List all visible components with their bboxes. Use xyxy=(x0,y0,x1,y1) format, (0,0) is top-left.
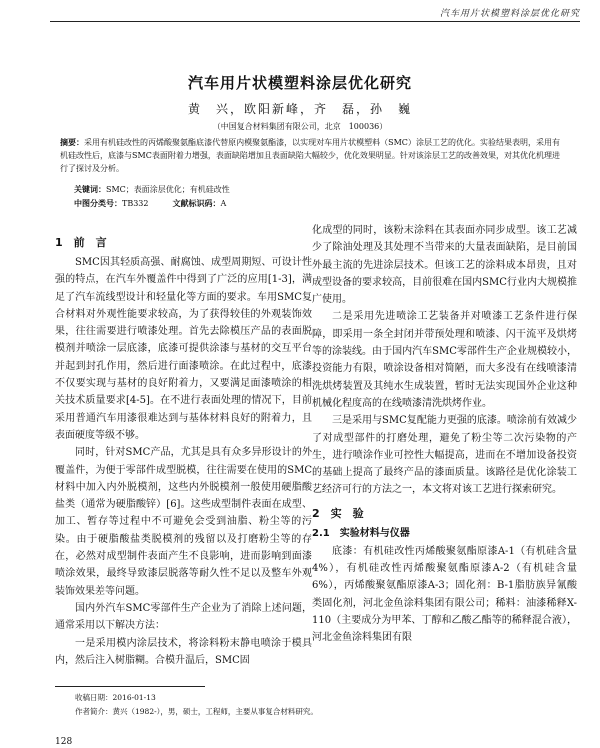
paragraph: 一是采用模内涂层技术，将涂料粉末静电喷涂于模具内，然后注入树脂糊。合模升温后，SMC固 xyxy=(55,637,312,666)
section-heading-intro: 1 前 言 xyxy=(55,236,107,249)
section-heading-experiment: 2 实 验 xyxy=(312,506,364,520)
abstract-label: 摘要： xyxy=(60,137,85,147)
right-column xyxy=(312,222,577,647)
footnote-rule xyxy=(55,686,205,687)
doc-code-label: 文献标识码： xyxy=(172,198,221,208)
header-rule xyxy=(50,21,580,22)
paragraph: 国内外汽车SMC零部件生产企业为了消除上述问题，通常采用以下解决方法： xyxy=(55,602,312,632)
paper-title: 汽车用片状模塑料涂层优化研究 xyxy=(187,74,412,92)
paragraph-materials: 底漆：有机硅改性丙烯酸聚氨酯原漆A-1（有机硅含量4%），有机硅改性丙烯酸聚氨酯原漆A-2（有机硅含量6%），丙烯酸聚氨酯原漆A-3；固化剂：B-1脂肪族异氰酸类固化剂，河北金鱼涂料集团有限公司；稀料：油漆稀释X-110（主要成分为甲苯、丁醇和乙酸乙酯等的稀释混合液），河北金鱼涂料集团有限 xyxy=(312,545,577,644)
abstract-text: 采用有机硅改性的丙烯酸聚氨酯底漆代替原内模聚氨酯漆，以实现对车用片状模塑料（SMC）涂层工艺的优化。实验结果表明，采用有机硅改性后，底漆与SMC表面附着力增强，表面缺陷增加且表面缺陷大幅较少，优化效果明显。针对该涂层工艺的改善效果，对其优化机理进行了探讨及分析。 xyxy=(60,138,560,173)
paragraph: SMC因其轻质高强、耐腐蚀、成型周期短、可设计性强的特点，在汽车外覆盖件中得到了广泛的应用[1-3]，满足了汽车流线型设计和轻量化等方面的要求。车用SMC复合材料对外观性能要求较高，为了获得较佳的外观装饰效果，往往需要进行喷漆处理。首先去除模压产品的表面脱模剂并喷涂一层底漆，底漆可提供涂漆与基材的交互平台并起到封孔作用，然后进行面漆喷涂。在此过程中，底漆不仅要实现与基材的良好附着力，又要满足面漆喷涂的相关技术质量要求[4-5]。在不进行表面处理的情况下，目前采用普通汽车用漆很难达到与基体材料良好的附着力，且表面硬度等级不够。 xyxy=(55,257,312,441)
paragraph: 二是采用先进喷涂工艺装备并对喷漆工艺条件进行保障，即采用一条全封闭并带预处理和喷漆、闪干流平及烘烤等的涂装线。由于国内汽车SMC零部件生产企业规模较小，投资能力有限，喷涂设备相对简陋，而大多没有在线喷漆清洗烘烤装置及其纯水生成装置，暂时无法实现国外企业这种机械化程度高的在线喷漆清洗烘烤作业。 xyxy=(312,311,577,409)
doc-code: A xyxy=(220,199,227,208)
left-column xyxy=(55,232,312,669)
abstract xyxy=(60,136,560,175)
classification xyxy=(74,198,226,209)
paragraph: 同时，针对SMC产品，尤其是具有众多异形设计的外覆盖件，为便于零部件成型脱模，往往需要在使用的SMC材料中加入内外脱模剂，这些内外脱模剂一般使用硬脂酸盐类（通常为硬脂酸锌）[6]。这些成型制件表面在成型、加工、暂存等过程中不可避免会受到油脂、粉尘等的污染。由于硬脂酸盐类脱模剂的残留以及打磨粉尘等的存在，必然对成型制件表面产生不良影响，进而影响到面漆喷涂效果，最终导致漆层脱落等耐久性不足以及整车外观装饰效果差等问题。 xyxy=(55,447,312,597)
subsection-heading-materials: 2.1 实验材料与仪器 xyxy=(312,527,410,539)
clc-code: TB332 xyxy=(122,199,149,208)
author-list: 黄 兴，欧阳新峰，齐 磊，孙 巍 xyxy=(187,102,412,116)
paragraph-continued: 化成型的同时，该粉末涂料在其表面亦同步成型。该工艺减少了除油处理及其处理不当带来的大量表面缺陷，是目前国外最主流的先进涂层技术。但该工艺的涂料成本昂贵，且对成型设备的要求较高，目前很难在国内SMC行业内大规模推广使用。 xyxy=(312,225,577,306)
clc-label: 中图分类号： xyxy=(74,198,122,208)
keywords xyxy=(74,184,230,195)
affiliation: （中国复合材料集团有限公司，北京 100036） xyxy=(212,122,388,131)
paragraph: 三是采用与SMC复配能力更强的底漆。喷涂前有效减少了对成型部件的打磨处理，避免了粉尘等二次污染物的产生，进行喷涂作业可控性大幅提高，进而在不增加设备投资的基础上提高了最终产品的漆面质量。该路径是优化涂装工艺经济可行的方法之一，本文将对该工艺进行探索研究。 xyxy=(312,415,577,496)
running-head: 汽车用片状模塑料涂层优化研究 xyxy=(439,9,580,19)
keywords-text: SMC；表面涂层优化；有机硅改性 xyxy=(106,185,230,194)
footnote-author-bio: 作者简介：黄兴（1982-），男，硕士，工程师，主要从事复合材料研究。 xyxy=(75,707,318,716)
footnote-received: 收稿日期：2016-01-13 xyxy=(75,693,156,702)
page-number: 128 xyxy=(55,737,73,747)
keywords-label: 关键词： xyxy=(74,184,106,194)
